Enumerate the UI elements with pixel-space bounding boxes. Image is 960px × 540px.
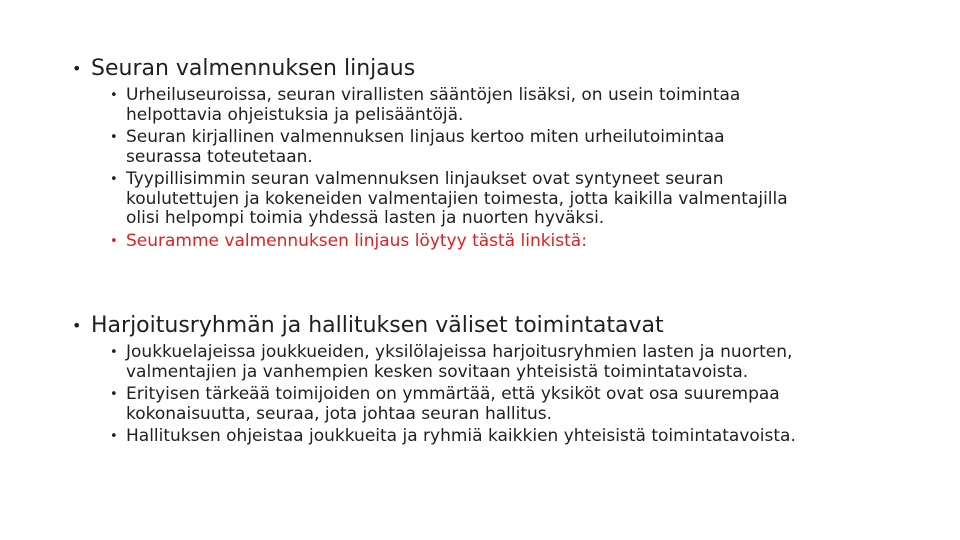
bullet-icon: • bbox=[110, 345, 118, 360]
section-valmennuksen-linjaus bbox=[72, 54, 892, 254]
heading-text: Seuran valmennuksen linjaus bbox=[91, 56, 416, 81]
item-line: koulutettujen ja kokeneiden valmentajien toimesta, jotta kaikilla valmentajilla bbox=[126, 188, 788, 209]
list-item bbox=[110, 427, 892, 447]
bullet-icon: • bbox=[110, 130, 118, 145]
bullet-icon: • bbox=[110, 172, 118, 187]
bullet-icon: • bbox=[110, 88, 118, 103]
item-line: Erityisen tärkeää toimijoiden on ymmärtää, että yksiköt ovat osa suurempaa bbox=[126, 384, 780, 404]
list-item bbox=[110, 385, 892, 424]
bullet-list bbox=[72, 86, 892, 251]
section-heading bbox=[72, 311, 892, 341]
section-toimintatavat bbox=[72, 311, 892, 450]
item-line: Seuran kirjallinen valmennuksen linjaus kertoo miten urheilutoimintaa bbox=[126, 127, 725, 147]
list-item bbox=[110, 170, 892, 229]
heading-text: Harjoitusryhmän ja hallituksen väliset toimintatavat bbox=[91, 313, 664, 338]
item-line: olisi helpompi toimia yhdessä lasten ja nuorten hyväksi. bbox=[126, 208, 605, 228]
item-line: kokonaisuutta, seuraa, jota johtaa seuran hallitus. bbox=[126, 403, 553, 424]
link-text[interactable]: Seuramme valmennuksen linjaus löytyy tästä linkistä: bbox=[126, 230, 587, 251]
bullet-icon: • bbox=[72, 316, 82, 335]
bullet-icon: • bbox=[110, 429, 118, 444]
item-line: valmentajien ja vanhempien kesken sovitaan yhteisistä toimintatavoista. bbox=[126, 361, 749, 382]
item-line: Tyypillisimmin seuran valmennuksen linjaukset ovat syntyneet seuran bbox=[126, 169, 724, 189]
item-line: Urheiluseuroissa, seuran virallisten sääntöjen lisäksi, on usein toimintaa bbox=[126, 85, 741, 105]
bullet-icon: • bbox=[110, 387, 118, 402]
item-line: Hallituksen ohjeistaa joukkueita ja ryhmiä kaikkien yhteisistä toimintatavoista. bbox=[126, 426, 796, 446]
item-line: helpottavia ohjeistuksia ja pelisääntöjä. bbox=[126, 104, 464, 125]
list-item-link[interactable] bbox=[110, 232, 892, 252]
bullet-icon: • bbox=[110, 233, 118, 249]
list-item bbox=[110, 86, 892, 125]
bullet-icon: • bbox=[72, 59, 82, 78]
item-line: Joukkuelajeissa joukkueiden, yksilölajeissa harjoitusryhmien lasten ja nuorten, bbox=[126, 342, 793, 362]
item-line: seurassa toteutetaan. bbox=[126, 146, 313, 167]
bullet-list bbox=[72, 343, 892, 447]
list-item bbox=[110, 128, 892, 167]
section-heading bbox=[72, 54, 892, 84]
list-item bbox=[110, 343, 892, 382]
